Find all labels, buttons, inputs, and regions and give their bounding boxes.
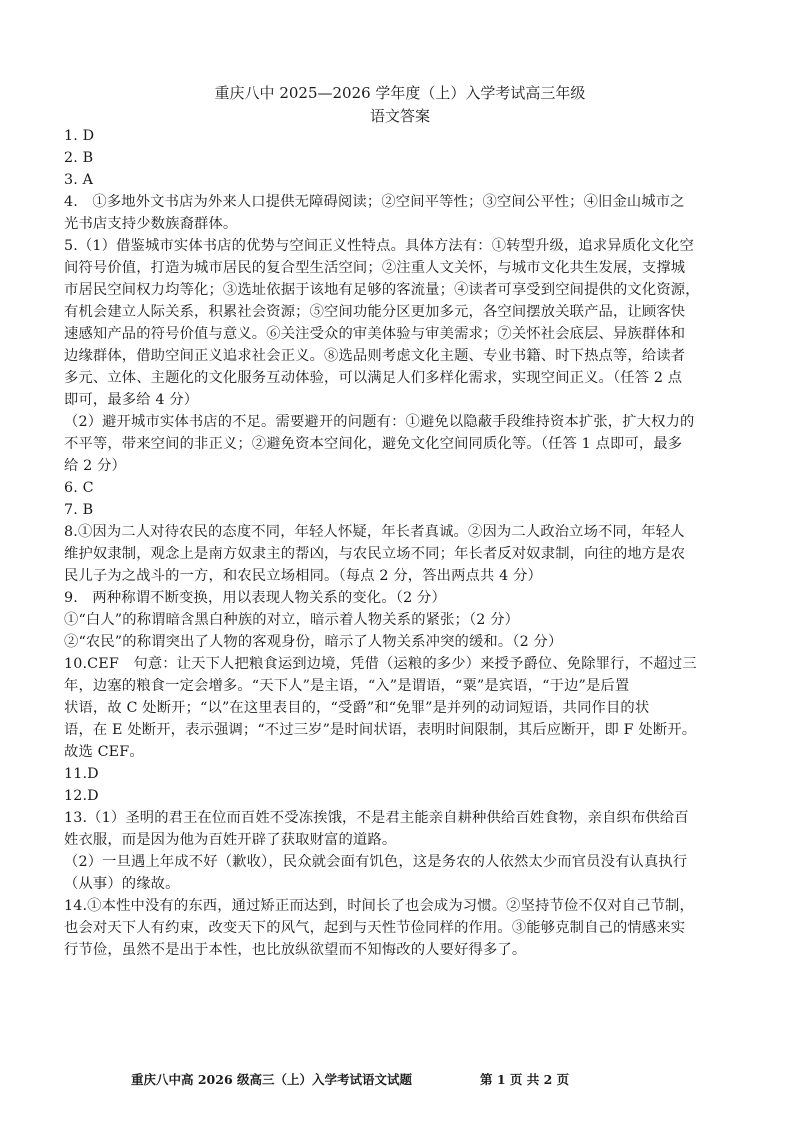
answer-line: 不平等，带来空间的非正义；②避免资本空间化，避免文化空间同质化等。（任答 1 点即可，最多	[64, 436, 683, 452]
answer-line: 语，在 E 处断开，表示强调；“不过三岁”是时间状语，表明时间限制，其后应断开，即 F 处断开。	[64, 722, 697, 738]
answer-line: 年，边塞的粮食一定会增多。“天下人”是主语，“入”是谓语，“粟”是宾语，“于边”是后置	[64, 678, 630, 694]
footer-exam-name: 重庆八中高 2026 级高三（上）入学考试语文试题	[131, 1072, 412, 1087]
answer-line: 1. D	[64, 128, 95, 144]
answer-line: 4. ①多地外文书店为外来人口提供无障碍阅读；②空间平等性；③空间公平性；④旧金山城市之	[64, 194, 685, 210]
document-subtitle: 语文答案	[369, 107, 430, 125]
answer-line: 10.CEF 句意：让天下人把粮食运到边境，凭借（运粮的多少）来授予爵位、免除罪行，不超过三	[64, 656, 697, 672]
answer-line: 12.D	[64, 788, 99, 804]
answer-line: ②“农民”的称谓突出了人物的客观身份，暗示了人物关系冲突的缓和。（2 分）	[64, 634, 563, 650]
answer-body	[64, 125, 752, 961]
answer-line: 3. A	[64, 172, 94, 188]
answer-line: 民儿子为之战斗的一方，和农民立场相同。（每点 2 分，答出两点共 4 分）	[64, 568, 542, 584]
answer-line: 11.D	[64, 766, 99, 782]
answer-line: （2）一旦遇上年成不好（歉收），民众就会面有饥色，这是务农的人依然太少而官员没有认真执行	[64, 854, 688, 870]
answer-line: 姓衣服，而是因为他为百姓开辟了获取财富的道路。	[64, 832, 397, 848]
answer-line: 光书店支持少数族裔群体。	[64, 216, 238, 232]
answer-line: 给 2 分）	[64, 458, 126, 474]
answer-line: 也会对天下人有约束，改变天下的风气，起到与天性节俭同样的作用。③能够克制自己的情感来实	[64, 920, 686, 936]
answer-line: 7. B	[64, 502, 94, 518]
answer-line: 6. C	[64, 480, 94, 496]
answer-line: 有机会建立人际关系，积累社会资源；⑤空间功能分区更加多元，各空间摆放关联产品，让顾客快	[64, 304, 686, 320]
answer-line: 状语，故 C 处断开；“以”在这里表目的，“受爵”和“免罪”是并列的动词短语，共同作目的状	[64, 700, 650, 716]
answer-line: 14.①本性中没有的东西，通过矫正而达到，时间长了也会成为习惯。②坚持节俭不仅对自己节制，	[64, 898, 694, 914]
answer-line: ①“白人”的称谓暗含黑白种族的对立，暗示着人物关系的紧张；（2 分）	[64, 612, 520, 628]
answer-line: 8.①因为二人对待农民的态度不同，年轻人怀疑，年长者真诚。②因为二人政治立场不同，年轻人	[64, 524, 685, 540]
footer-page-number: 第 1 页 共 2 页	[480, 1072, 570, 1087]
answer-line: 速感知产品的符号价值与意义。⑥关注受众的审美体验与审美需求；⑦关怀社会底层、异族群体和	[64, 326, 686, 342]
answer-line: 维护奴隶制，观念上是南方奴隶主的帮凶，与农民立场不同；年长者反对奴隶制，向往的地方是农	[64, 546, 686, 562]
document-title: 重庆八中 2025—2026 学年度（上）入学考试高三年级	[214, 84, 586, 102]
answer-line: 故选 CEF。	[64, 744, 144, 760]
answer-line: （从事）的缘故。	[64, 876, 180, 892]
answer-line: 即可，最多给 4 分）	[64, 392, 199, 408]
answer-line: 行节俭，虽然不是出于本性，也比放纵欲望而不知悔改的人要好得多了。	[64, 942, 527, 958]
answer-line: 边缘群体，借助空间正义追求社会正义。⑧选品则考虑文化主题、专业书籍、时下热点等，给读者	[64, 348, 686, 364]
answer-line: 2. B	[64, 150, 94, 166]
answer-line: 9. 两种称谓不断变换，用以表现人物关系的变化。（2 分）	[64, 590, 446, 606]
answer-line: 间符号价值，打造为城市居民的复合型生活空间；②注重人文关怀，与城市文化共生发展，支撑城	[64, 260, 686, 276]
answer-line: 5.（1）借鉴城市实体书店的优势与空间正义性特点。具体方法有：①转型升级，追求异质化文化空	[64, 238, 694, 254]
answer-line: 13.（1）圣明的君王在位而百姓不受冻挨饿，不是君主能亲自耕种供给百姓食物，亲自织布供给百	[64, 810, 689, 826]
answer-line: （2）避开城市实体书店的不足。需要避开的问题有：①避免以隐蔽手段维持资本扩张，扩大权力的	[64, 414, 695, 430]
answer-line: 多元、立体、主题化的文化服务互动体验，可以满足人们多样化需求，实现空间正义。（任答 2 点	[64, 370, 683, 386]
answer-line: 市居民空间权力均等化；③选址依据于该地有足够的客流量；④读者可享受到空间提供的文化资源，	[64, 282, 700, 298]
